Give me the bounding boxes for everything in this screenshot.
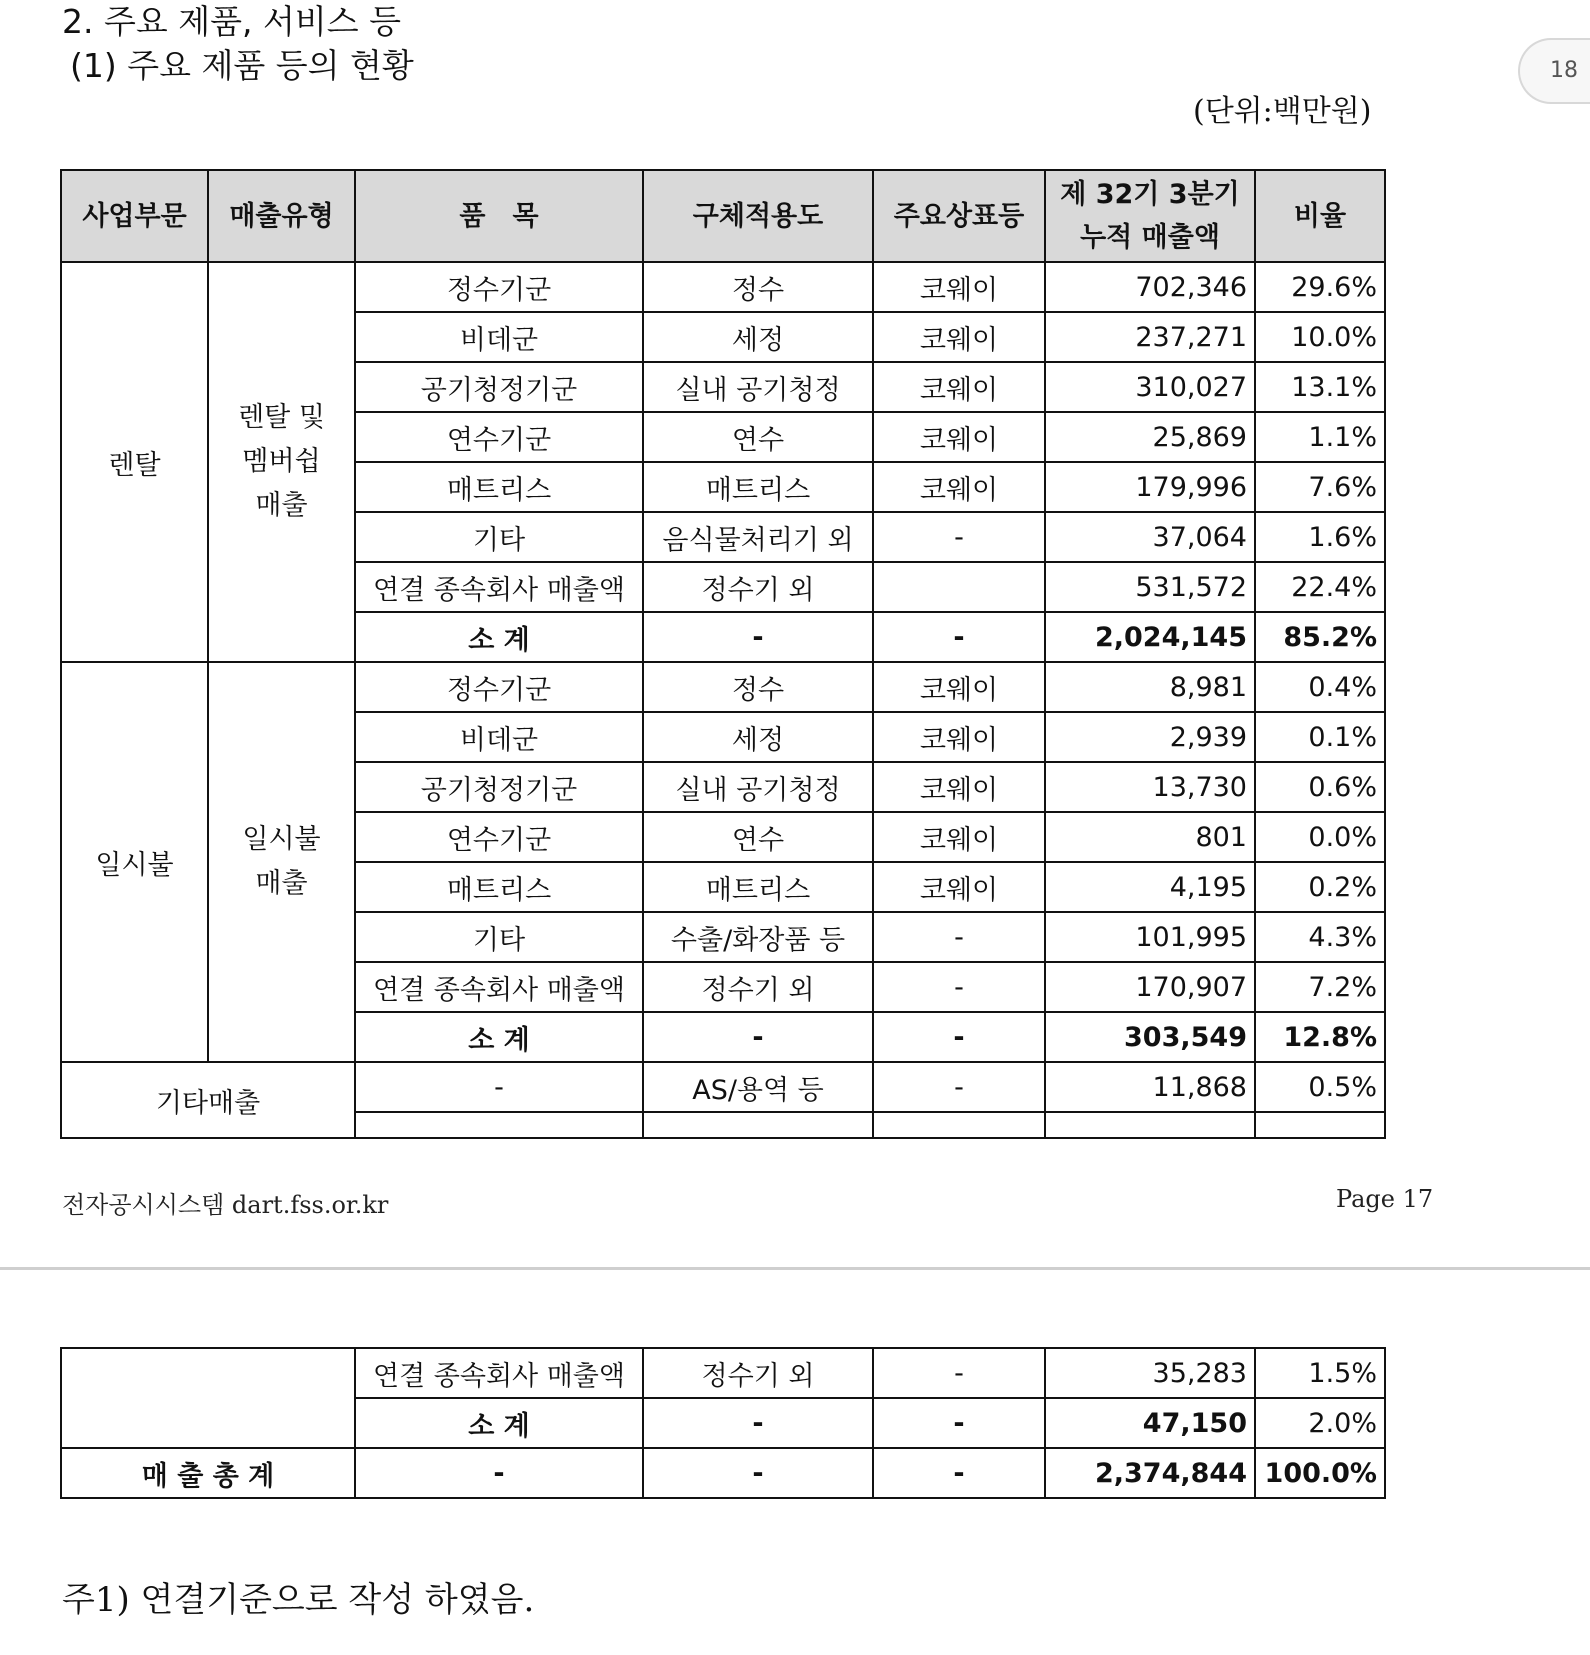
cell-usage: - — [643, 612, 873, 662]
continuation-table — [60, 1347, 1386, 1499]
cell-usage: 음식물처리기 외 — [643, 512, 873, 562]
cell-usage: 세정 — [643, 312, 873, 362]
cell-item: 매트리스 — [355, 462, 643, 512]
cell-ratio: 0.5% — [1255, 1062, 1385, 1112]
cell-item: 기타 — [355, 912, 643, 962]
cell-segment: 렌탈 — [61, 262, 208, 662]
cell-ratio: 12.8% — [1255, 1012, 1385, 1062]
cell-sales: 2,939 — [1045, 712, 1255, 762]
cell-item: 연수기군 — [355, 412, 643, 462]
table-row — [61, 1062, 1385, 1112]
cell-usage: 실내 공기청정 — [643, 362, 873, 412]
section-subheading: (1) 주요 제품 등의 현황 — [70, 46, 414, 85]
cell-item: 공기청정기군 — [355, 762, 643, 812]
table-header-row — [61, 170, 1385, 262]
cell-brand: - — [873, 1398, 1045, 1448]
cell-brand: 코웨이 — [873, 412, 1045, 462]
footer-page: Page 17 — [1336, 1185, 1434, 1213]
cell-usage: 정수 — [643, 262, 873, 312]
page-number-badge[interactable] — [1518, 38, 1590, 104]
cell-item: - — [355, 1448, 643, 1498]
cell-ratio: 1.5% — [1255, 1348, 1385, 1398]
header-usage: 구체적용도 — [643, 170, 873, 262]
cell-sales: 11,868 — [1045, 1062, 1255, 1112]
cell-sales: 13,730 — [1045, 762, 1255, 812]
cell-sales: 801 — [1045, 812, 1255, 862]
cell-ratio: 4.3% — [1255, 912, 1385, 962]
cell-brand: - — [873, 962, 1045, 1012]
cell-ratio: 1.6% — [1255, 512, 1385, 562]
cell-ratio: 13.1% — [1255, 362, 1385, 412]
cell-empty — [1255, 1112, 1385, 1138]
cell-empty — [873, 1112, 1045, 1138]
cell-item: 정수기군 — [355, 262, 643, 312]
cell-segment: 일시불 — [61, 662, 208, 1062]
cell-usage: 정수기 외 — [643, 962, 873, 1012]
cell-sales: 8,981 — [1045, 662, 1255, 712]
cell-usage: - — [643, 1398, 873, 1448]
cell-usage: AS/용역 등 — [643, 1062, 873, 1112]
cell-brand: - — [873, 1448, 1045, 1498]
header-ratio: 비율 — [1255, 170, 1385, 262]
cell-brand: 코웨이 — [873, 262, 1045, 312]
cell-brand: 코웨이 — [873, 362, 1045, 412]
products-table — [60, 169, 1386, 1139]
header-sales-line2: 누적 매출액 — [1080, 222, 1220, 253]
footnote: 주1) 연결기준으로 작성 하였음. — [62, 1580, 535, 1620]
cell-item: 비데군 — [355, 712, 643, 762]
cell-other-continued — [61, 1348, 355, 1448]
header-sales-type: 매출유형 — [208, 170, 355, 262]
cell-sales: 2,024,145 — [1045, 612, 1255, 662]
header-sales-line1: 제 32기 3분기 — [1060, 179, 1240, 210]
cell-ratio: 0.4% — [1255, 662, 1385, 712]
cell-item: 소 계 — [355, 612, 643, 662]
cell-sales: 531,572 — [1045, 562, 1255, 612]
header-sales — [1045, 170, 1255, 262]
grand-total-row — [61, 1448, 1385, 1498]
cell-sales: 310,027 — [1045, 362, 1255, 412]
cell-sales: 25,869 — [1045, 412, 1255, 462]
cell-usage: - — [643, 1012, 873, 1062]
cell-brand: - — [873, 512, 1045, 562]
cell-brand: 코웨이 — [873, 662, 1045, 712]
cell-total-label: 매 출 총 계 — [61, 1448, 355, 1498]
cell-ratio: 0.1% — [1255, 712, 1385, 762]
cell-ratio: 7.2% — [1255, 962, 1385, 1012]
cell-item: 매트리스 — [355, 862, 643, 912]
cell-brand — [873, 562, 1045, 612]
header-brand: 주요상표등 — [873, 170, 1045, 262]
cell-usage: 매트리스 — [643, 462, 873, 512]
cell-ratio: 10.0% — [1255, 312, 1385, 362]
section-heading: 2. 주요 제품, 서비스 등 — [62, 2, 401, 41]
cell-sales: 303,549 — [1045, 1012, 1255, 1062]
cell-usage: - — [643, 1448, 873, 1498]
cell-sales: 35,283 — [1045, 1348, 1255, 1398]
sales-type-line: 멤버쉽 — [242, 446, 321, 477]
cell-ratio: 7.6% — [1255, 462, 1385, 512]
cell-item: 정수기군 — [355, 662, 643, 712]
cell-item: 연결 종속회사 매출액 — [355, 562, 643, 612]
cell-empty — [1045, 1112, 1255, 1138]
cell-ratio: 2.0% — [1255, 1398, 1385, 1448]
table-row — [61, 662, 1385, 712]
table-row — [61, 1348, 1385, 1398]
cell-ratio: 0.6% — [1255, 762, 1385, 812]
cell-ratio: 1.1% — [1255, 412, 1385, 462]
cell-sales: 37,064 — [1045, 512, 1255, 562]
cell-brand: 코웨이 — [873, 462, 1045, 512]
cell-item: 연수기군 — [355, 812, 643, 862]
cell-sales: 4,195 — [1045, 862, 1255, 912]
footer-system: 전자공시시스템 dart.fss.or.kr — [62, 1191, 389, 1219]
cell-item: 소 계 — [355, 1012, 643, 1062]
cell-other-label: 기타매출 — [61, 1062, 355, 1138]
cell-usage: 정수기 외 — [643, 1348, 873, 1398]
cell-brand: 코웨이 — [873, 812, 1045, 862]
cell-brand: 코웨이 — [873, 712, 1045, 762]
sales-type-line: 렌탈 및 — [238, 402, 325, 433]
cell-brand: - — [873, 612, 1045, 662]
cell-ratio: 22.4% — [1255, 562, 1385, 612]
cell-ratio: 0.0% — [1255, 812, 1385, 862]
cell-ratio: 85.2% — [1255, 612, 1385, 662]
cell-usage: 실내 공기청정 — [643, 762, 873, 812]
cell-ratio: 29.6% — [1255, 262, 1385, 312]
cell-brand: 코웨이 — [873, 312, 1045, 362]
cell-usage: 정수 — [643, 662, 873, 712]
cell-brand: - — [873, 1348, 1045, 1398]
cell-brand: - — [873, 1062, 1045, 1112]
cell-usage: 매트리스 — [643, 862, 873, 912]
cell-item: 비데군 — [355, 312, 643, 362]
cell-item: 기타 — [355, 512, 643, 562]
cell-sales: 2,374,844 — [1045, 1448, 1255, 1498]
cell-usage: 세정 — [643, 712, 873, 762]
cell-empty — [643, 1112, 873, 1138]
cell-usage: 연수 — [643, 412, 873, 462]
header-item: 품 목 — [355, 170, 643, 262]
cell-empty — [355, 1112, 643, 1138]
cell-brand: - — [873, 912, 1045, 962]
sales-type-line: 일시불 — [242, 824, 321, 855]
cell-brand: 코웨이 — [873, 762, 1045, 812]
cell-item: - — [355, 1062, 643, 1112]
cell-sales: 702,346 — [1045, 262, 1255, 312]
cell-usage: 수출/화장품 등 — [643, 912, 873, 962]
cell-ratio: 100.0% — [1255, 1448, 1385, 1498]
cell-brand: - — [873, 1012, 1045, 1062]
page-separator — [0, 1267, 1590, 1270]
cell-sales: 170,907 — [1045, 962, 1255, 1012]
cell-sales: 179,996 — [1045, 462, 1255, 512]
table-row — [61, 262, 1385, 312]
cell-usage: 정수기 외 — [643, 562, 873, 612]
cell-ratio: 0.2% — [1255, 862, 1385, 912]
cell-sales: 237,271 — [1045, 312, 1255, 362]
cell-brand: 코웨이 — [873, 862, 1045, 912]
cell-item: 공기청정기군 — [355, 362, 643, 412]
cell-usage: 연수 — [643, 812, 873, 862]
cell-item: 연결 종속회사 매출액 — [355, 962, 643, 1012]
cell-item: 소 계 — [355, 1398, 643, 1448]
sales-type-line: 매출 — [255, 868, 308, 899]
cell-item: 연결 종속회사 매출액 — [355, 1348, 643, 1398]
sales-type-line: 매출 — [255, 490, 308, 521]
cell-sales-type — [208, 662, 355, 1062]
cell-sales: 101,995 — [1045, 912, 1255, 962]
page-number-badge-label: 18 — [1550, 58, 1578, 83]
unit-label: (단위:백만원) — [1193, 94, 1372, 129]
header-segment: 사업부문 — [61, 170, 208, 262]
cell-sales: 47,150 — [1045, 1398, 1255, 1448]
cell-sales-type — [208, 262, 355, 662]
